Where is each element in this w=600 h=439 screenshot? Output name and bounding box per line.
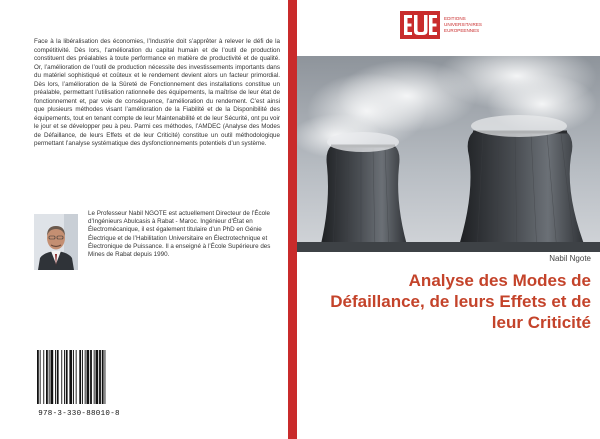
- back-cover: [0, 0, 288, 439]
- publisher-name-line1: EDITIONS: [444, 16, 466, 21]
- front-author-name: Nabil Ngote: [549, 254, 591, 263]
- barcode-bar: [90, 350, 92, 404]
- cover-photo: [297, 56, 600, 252]
- publisher-logo: [400, 9, 500, 43]
- barcode-bar: [82, 350, 83, 404]
- barcode-bar: [49, 350, 50, 404]
- back-cover-blurb: Face à la libéralisation des économies, l’Industrie doit s’apprêter à relever le défi de la compétitivité. Dès lors, l’amélioration du capital humain et de l’outil de production constituent des préalables à toute performance en matière de productivité et de qualité. Or, l’amélioration de l’outil de production nécessite des investissements importants dans du matériel sophistiqué et coûteux et le rendement devient alors un facteur primordial. Dès lors, l’amélioration de la Sûreté de Fonctionnement des installations constitue un préalable, permettant l’utilisation rationnelle des équipements, la maîtrise de leur état de fonctionnement et, par voie de conséquence, l’amélioration du rendement. C’est ainsi que plusieurs méthodes visant l’amélioration de la Fiabilité et de la Disponibilité des équipements, tout en tenant compte de leur Maintenabilité et de leur Sécurité, ont pu voir le jour et se développer peu à peu. Parmi ces méthodes, l’AMDEC (Analyse des Modes de Défaillance, de leurs Effets et de leur Criticité) constitue un outil méthodologique permettant l’analyse systématique des dysfonctionnements potentiels d’un système.: [34, 38, 280, 147]
- barcode-bar: [57, 350, 59, 404]
- publisher-name-line2: UNIVERSITAIRES: [444, 22, 482, 27]
- eue-logo-icon: [400, 9, 500, 43]
- author-photo: [34, 214, 78, 270]
- front-cover: [297, 0, 600, 439]
- barcode-bar: [46, 350, 48, 404]
- barcode-bar: [73, 350, 74, 404]
- book-spine: [288, 0, 297, 439]
- barcode-bar: [40, 350, 41, 404]
- barcode-bar: [55, 350, 56, 404]
- publisher-name-line3: EUROPEENNES: [444, 28, 480, 33]
- barcode-bars: [34, 348, 124, 406]
- author-biography: Le Professeur Nabil NGOTE est actuellement Directeur de l’École d’Ingénieurs Abulcasis à Rabat - Maroc. Ingénieur d’État en Électromécanique, il est également titulaire d’un PhD en Génie Électrique et de l’Habilitation Universitaire en Électrotechnique et Électronique de Puissance. Il a enseigné à l’École Supérieure des Mines de Rabat depuis 1990.: [88, 210, 271, 259]
- barcode-bar: [102, 350, 104, 404]
- isbn-number: 978-3-330-88010-8: [38, 410, 120, 418]
- barcode-bar: [64, 350, 65, 404]
- barcode-bar: [51, 350, 54, 404]
- barcode-bar: [87, 350, 90, 404]
- author-portrait-image: [34, 214, 78, 270]
- barcode-bar: [66, 350, 68, 404]
- barcode-bar: [69, 350, 72, 404]
- barcode-bar: [94, 350, 95, 404]
- barcode-bar: [76, 350, 77, 404]
- barcode-bar: [79, 350, 81, 404]
- barcode-bar: [85, 350, 86, 404]
- book-title: Analyse des Modes de Défaillance, de leurs Effets et de leur Criticité: [330, 271, 591, 332]
- barcode-bar: [43, 350, 44, 404]
- barcode-bar: [37, 350, 39, 404]
- barcode-bar: [99, 350, 101, 404]
- barcode-bar: [105, 350, 106, 404]
- barcode-bar: [61, 350, 62, 404]
- cooling-towers-image: [297, 56, 600, 252]
- barcode-bar: [96, 350, 99, 404]
- barcode: [34, 348, 124, 406]
